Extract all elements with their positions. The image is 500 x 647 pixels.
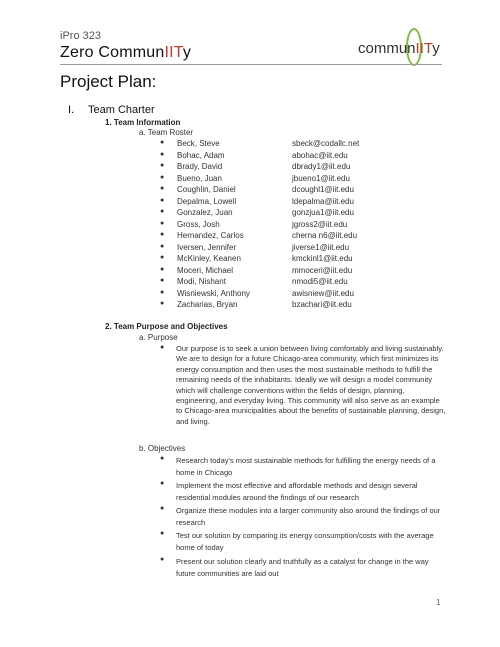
roster-row: [160, 185, 420, 197]
community-logo: [358, 28, 448, 68]
header-divider: [60, 64, 442, 65]
roster-row: [160, 208, 420, 220]
bullet-icon: ●: [160, 505, 165, 512]
project-title: [60, 44, 191, 62]
bullet-icon: ●: [160, 185, 165, 192]
subheading-team-roster: a. Team Roster: [139, 128, 194, 137]
subsection-team-information: 1. Team Information: [105, 118, 181, 127]
member-name: Gonzalez, Juan: [177, 208, 233, 217]
member-name: Brady, David: [177, 162, 223, 171]
title-part-highlight: IIT: [164, 44, 183, 61]
member-name: Iversen, Jennifer: [177, 242, 237, 252]
bullet-icon: ●: [160, 556, 165, 563]
member-name: Beck, Steve: [177, 139, 220, 148]
bullet-icon: ●: [160, 208, 165, 215]
member-name: McKinley, Keanen: [177, 254, 241, 263]
team-roster-list: [160, 139, 420, 312]
roster-row: [160, 162, 420, 174]
bullet-icon: ●: [160, 480, 165, 487]
objective-item: Organize these modules into a larger community also around the findings of our research: [176, 506, 441, 527]
bullet-icon: ●: [160, 288, 165, 296]
roster-row: [160, 151, 420, 163]
course-label: iPro 323: [60, 30, 101, 42]
bullet-icon: ●: [160, 231, 165, 238]
member-email: ldepalma@iit.edu: [292, 196, 354, 206]
subheading-objectives: b. Objectives: [139, 444, 186, 453]
member-name: Coughlin, Daniel: [177, 185, 236, 194]
objective-item: Present our solution clearly and truthfully as a catalyst for change in the way future communities are laid out: [176, 557, 429, 578]
purpose-paragraph: Our purpose is to seek a union between living comfortably and living sustainably. We are to design for a future Chicago-area community, which first minimizes its energy consumption and then uses the most sustainable methods to fulfill the remaining needs of the inhabitants. Ideally we will design a model community which will challenge conventions within the fields of design, planning, engineering, and everyday living. This community will also serve as an example to Chicago-area municipalities about the benefits of sustainable planning, design, and living.: [176, 344, 446, 426]
member-email: dbrady1@iit.edu: [292, 162, 351, 171]
member-name: Zacharias, Bryan: [177, 300, 238, 309]
roster-row: [160, 266, 420, 278]
member-email: jiverse1@iit.edu: [292, 242, 350, 252]
member-email: gonzjua1@iit.edu: [292, 208, 354, 217]
member-email: kmckinl1@iit.edu: [292, 254, 353, 263]
member-name: Gross, Josh: [177, 219, 220, 229]
page-number: 1: [436, 598, 441, 607]
bullet-icon: ●: [160, 530, 165, 537]
member-name: Hernandez, Carlos: [177, 231, 244, 240]
roster-row: [160, 197, 420, 209]
member-email: awisniew@iit.edu: [292, 288, 354, 298]
subsection-purpose-objectives: 2. Team Purpose and Objectives: [105, 322, 228, 331]
member-email: cherna n6@iit.edu: [292, 231, 358, 240]
roster-row: [160, 174, 420, 186]
member-email: bzachari@iit.edu: [292, 300, 352, 309]
bullet-icon: ●: [160, 300, 165, 307]
bullet-icon: ●: [160, 265, 165, 273]
section-number: I.: [68, 104, 75, 116]
objective-item: Research today's most sustainable methods for fulfilling the energy needs of a home in Chicago: [176, 456, 436, 477]
roster-row: [160, 220, 420, 232]
bullet-icon: ●: [160, 455, 165, 462]
bullet-icon: ●: [160, 162, 165, 169]
bullet-icon: ●: [160, 173, 165, 181]
objective-item: Test our solution by comparing its energy consumption/costs with the average home of today: [176, 531, 434, 552]
member-name: Modi, Nishant: [177, 277, 226, 286]
bullet-icon: ●: [160, 139, 165, 146]
section-team-charter: [68, 104, 155, 116]
bullet-icon: ●: [160, 242, 165, 250]
section-label: Team Charter: [88, 104, 155, 116]
roster-row: [160, 300, 420, 312]
bullet-icon: ●: [160, 196, 165, 204]
bullet-icon: ●: [160, 150, 165, 158]
member-email: nmodi5@iit.edu: [292, 277, 348, 286]
member-name: Bohac, Adam: [177, 150, 225, 160]
bullet-icon: ●: [160, 254, 165, 261]
member-name: Depalma, Lowell: [177, 196, 237, 206]
member-email: jbueno1@iit.edu: [292, 173, 350, 183]
roster-row: [160, 254, 420, 266]
objective-item: Implement the most effective and affordable methods and design several residential modules around the findings of our research: [176, 481, 418, 502]
logo-part-highlight: IIT: [415, 40, 433, 57]
bullet-icon: ●: [160, 277, 165, 284]
roster-row: [160, 231, 420, 243]
member-email: jgross2@iit.edu: [292, 219, 348, 229]
roster-row: [160, 243, 420, 255]
member-name: Wisniewski, Anthony: [177, 288, 250, 298]
member-email: mmoceri@iit.edu: [292, 265, 353, 275]
bullet-icon: ●: [160, 219, 165, 227]
title-part-2: y: [182, 44, 192, 61]
bullet-icon: ●: [160, 344, 165, 351]
roster-row: [160, 289, 420, 301]
member-name: Moceri, Michael: [177, 265, 234, 275]
member-name: Bueno, Juan: [177, 173, 222, 183]
logo-part-1: commun: [358, 40, 416, 57]
roster-row: [160, 277, 420, 289]
roster-row: [160, 139, 420, 151]
member-email: abohac@iit.edu: [292, 150, 348, 160]
member-email: sbeck@codallc.net: [292, 139, 360, 148]
page-title: Project Plan:: [60, 72, 157, 91]
member-email: dcoughl1@iit.edu: [292, 185, 354, 194]
subheading-purpose: a. Purpose: [139, 333, 178, 342]
logo-wordmark: [358, 40, 440, 57]
logo-part-2: y: [432, 40, 440, 57]
title-part-1: Zero Commun: [60, 44, 165, 61]
